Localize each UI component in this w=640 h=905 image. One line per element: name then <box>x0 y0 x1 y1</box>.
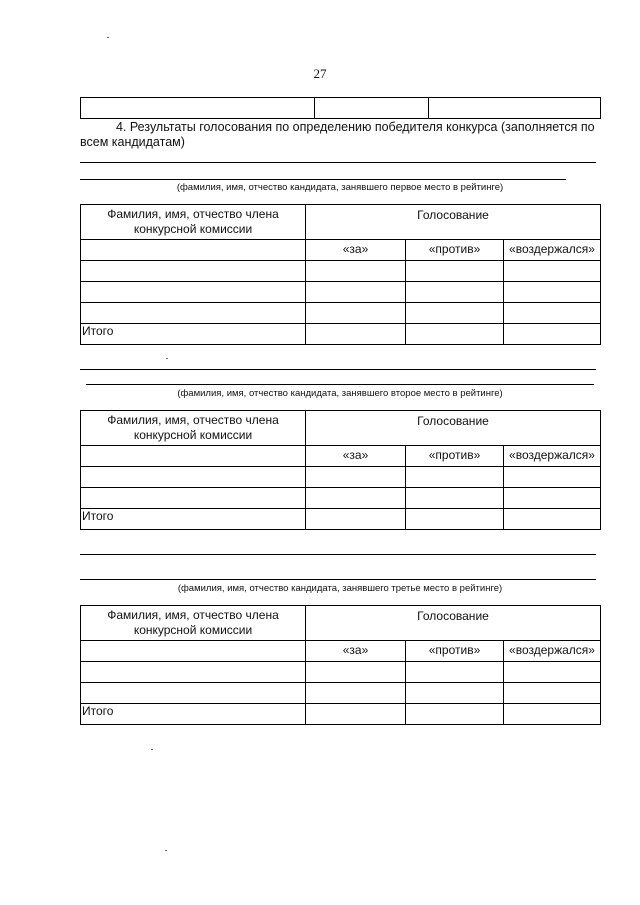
table-cell[interactable] <box>504 683 601 704</box>
voting-table-3 <box>80 605 601 725</box>
vote-for-header: «за» <box>306 240 406 261</box>
vote-against-header: «против» <box>406 240 504 261</box>
table-cell[interactable] <box>306 509 406 530</box>
table-cell[interactable] <box>306 467 406 488</box>
vote-for-header: «за» <box>306 446 406 467</box>
table-cell[interactable] <box>429 98 601 119</box>
total-label: Итого <box>81 704 306 725</box>
total-label: Итого <box>81 324 306 345</box>
table-row <box>81 467 601 488</box>
table-cell[interactable] <box>406 704 504 725</box>
member-name-header: Фамилия, имя, отчество члена конкурсной комиссии <box>81 411 306 446</box>
table-cell[interactable] <box>81 683 306 704</box>
table-cell <box>81 446 306 467</box>
table-row <box>81 683 601 704</box>
table-cell[interactable] <box>406 303 504 324</box>
table-row <box>81 488 601 509</box>
table-cell[interactable] <box>306 488 406 509</box>
vote-abstained-header: «воздержался» <box>504 641 601 662</box>
voting-table-2 <box>80 410 601 530</box>
candidate-caption: (фамилия, имя, отчество кандидата, занявшего третье место в рейтинге) <box>177 583 503 594</box>
table-cell[interactable] <box>406 683 504 704</box>
vote-for-header: «за» <box>306 641 406 662</box>
scan-speck <box>166 358 168 359</box>
table-cell[interactable] <box>306 303 406 324</box>
vote-abstained-header: «воздержался» <box>504 240 601 261</box>
vote-against-header: «против» <box>406 446 504 467</box>
table-cell[interactable] <box>306 261 406 282</box>
vote-header: Голосование <box>306 205 601 240</box>
table-cell[interactable] <box>306 324 406 345</box>
scan-speck <box>151 749 153 750</box>
table-cell[interactable] <box>406 509 504 530</box>
vote-header: Голосование <box>306 606 601 641</box>
total-row <box>81 704 601 725</box>
previous-table-tail <box>80 97 601 119</box>
total-row <box>81 324 601 345</box>
total-label: Итого <box>81 509 306 530</box>
vote-header: Голосование <box>306 411 601 446</box>
scan-speck <box>165 850 167 851</box>
table-cell[interactable] <box>81 467 306 488</box>
table-cell[interactable] <box>406 282 504 303</box>
table-cell[interactable] <box>81 98 315 119</box>
table-cell[interactable] <box>81 261 306 282</box>
table-cell[interactable] <box>81 662 306 683</box>
candidate-name-line[interactable] <box>86 384 594 385</box>
table-row <box>81 261 601 282</box>
table-row <box>81 662 601 683</box>
table-cell[interactable] <box>406 662 504 683</box>
table-cell[interactable] <box>406 324 504 345</box>
table-cell[interactable] <box>81 282 306 303</box>
table-cell[interactable] <box>406 261 504 282</box>
member-name-header: Фамилия, имя, отчество члена конкурсной комиссии <box>81 205 306 240</box>
table-cell[interactable] <box>504 488 601 509</box>
scan-speck <box>107 37 109 38</box>
table-cell[interactable] <box>315 98 429 119</box>
voting-table-1 <box>80 204 601 345</box>
table-cell[interactable] <box>504 303 601 324</box>
candidate-name-line[interactable] <box>80 179 566 180</box>
table-cell[interactable] <box>306 683 406 704</box>
table-cell[interactable] <box>306 704 406 725</box>
table-cell[interactable] <box>306 282 406 303</box>
candidate-name-line[interactable] <box>80 162 596 163</box>
section-heading: 4. Результаты голосования по определению победителя конкурса (заполняется по всем кандидатам) <box>80 120 595 149</box>
table-row <box>81 282 601 303</box>
candidate-caption: (фамилия, имя, отчество кандидата, занявшего второе место в рейтинге) <box>177 388 503 399</box>
table-cell[interactable] <box>504 324 601 345</box>
table-cell <box>81 641 306 662</box>
candidate-name-line[interactable] <box>80 369 596 370</box>
table-cell[interactable] <box>81 488 306 509</box>
table-cell[interactable] <box>504 467 601 488</box>
vote-abstained-header: «воздержался» <box>504 446 601 467</box>
table-cell[interactable] <box>504 261 601 282</box>
table-cell <box>81 240 306 261</box>
vote-against-header: «против» <box>406 641 504 662</box>
table-cell[interactable] <box>406 467 504 488</box>
table-cell[interactable] <box>504 509 601 530</box>
total-row <box>81 509 601 530</box>
table-cell[interactable] <box>504 282 601 303</box>
table-cell[interactable] <box>406 488 504 509</box>
table-cell[interactable] <box>81 303 306 324</box>
candidate-name-line[interactable] <box>80 554 596 555</box>
member-name-header: Фамилия, имя, отчество члена конкурсной комиссии <box>81 606 306 641</box>
candidate-name-line[interactable] <box>80 579 596 580</box>
table-row <box>81 303 601 324</box>
table-cell[interactable] <box>306 662 406 683</box>
table-cell[interactable] <box>504 704 601 725</box>
page-number: 27 <box>313 66 327 81</box>
candidate-caption: (фамилия, имя, отчество кандидата, занявшего первое место в рейтинге) <box>176 182 504 193</box>
table-cell[interactable] <box>504 662 601 683</box>
